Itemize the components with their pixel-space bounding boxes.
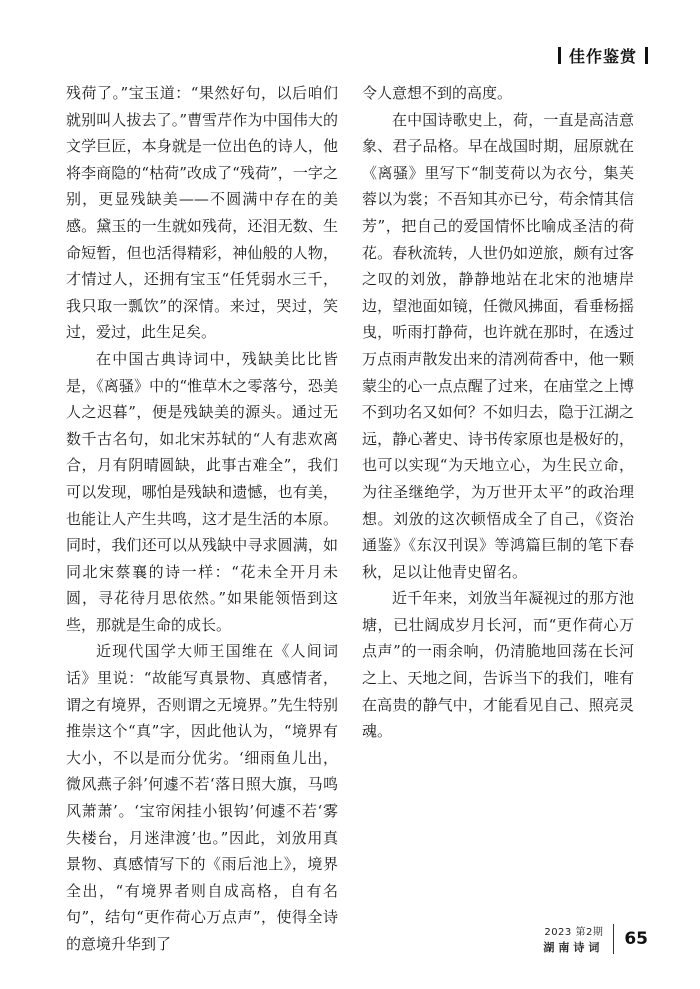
section-title: 佳作鉴赏	[568, 47, 637, 66]
left-column	[66, 80, 338, 958]
section-bar-left	[558, 47, 561, 64]
paragraph: 残荷了。”宝玉道：“果然好句，以后咱们就别叫人拔去了。”曹雪芹作为中国伟大的文学巨匠，本身就是一位出色的诗人，他将李商隐的“枯荷”改成了“残荷”，一字之别，更显残缺美——不圆满中存在的美感。黛玉的一生就如残荷，还泪无数、生命短暂，但也活得精彩，神仙般的人物，才情过人，还拥有宝玉“任凭弱水三千，我只取一瓢饮”的深情。来过，哭过，笑过，爱过，此生足矣。	[66, 84, 338, 342]
paragraph: 近现代国学大师王国维在《人间词话》里说：“故能写真景物、真感情者，谓之有境界，否则谓之无境界。”先生特别推崇这个“真”字，因此他认为，“境界有大小，不以是而分优劣。‘细雨鱼儿出，微风燕子斜’何遽不若‘落日照大旗，马鸣风萧萧’。‘宝帘闲挂小银钩’何遽不若‘雾失楼台，月迷津渡’也。”因此，刘攽用真景物、真感情写下的《雨后池上》，境界全出，“有境界者则自成高格，自有名句”，结句“更作荷心万点声”，使得全诗的意境升华到了	[66, 642, 338, 953]
magazine-name: 湖南诗词	[543, 941, 604, 954]
paragraph: 在中国诗歌史上，荷，一直是高洁意象、君子品格。早在战国时期，屈原就在《离骚》里写下“制芰荷以为衣兮，集芙蓉以为裳；不吾知其亦已兮，苟余情其信芳”，把自己的爱国情怀比喻成圣洁的荷花。春秋流转，人世仍如逆旅，颇有过客之叹的刘攽，静静地站在北宋的池塘岸边，望池面如镜，任微风拂面，看垂杨摇曳，听雨打静荷，也许就在那时，在透过万点雨声散发出来的清冽荷香中，他一颗蒙尘的心一点点醒了过来，在庙堂之上博不到功名又如何？不如归去，隐于江湖之远，静心著史、诗书传家原也是极好的，也可以实现“为天地立心，为生民立命，为往圣继绝学，为万世开太平”的政治理想。刘攽的这次顿悟成全了自己，《资治通鉴》《东汉刊误》等鸿篇巨制的笔下春秋，足以让他青史留名。	[362, 110, 634, 581]
right-column	[362, 80, 634, 745]
paragraph: 近千年来，刘攽当年凝视过的那方池塘，已壮阔成岁月长河，而“更作荷心万点声”的一雨余响，仍清脆地回荡在长河之上、天地之间，告诉当下的我们，唯有在高贵的静气中，才能看见自己、照亮灵魂。	[362, 589, 634, 741]
issue-info	[543, 923, 603, 955]
issue-number: 2023 第2期	[544, 927, 604, 938]
section-bar-right	[645, 47, 648, 64]
page-number: 65	[624, 929, 648, 949]
paragraph: 令人意想不到的高度。	[362, 84, 513, 102]
section-header	[558, 44, 648, 67]
footer-divider	[613, 924, 614, 954]
paragraph: 在中国古典诗词中，残缺美比比皆是，《离骚》中的“惟草木之零落兮，恐美人之迟暮”，便是残缺美的源头。通过无数千古名句，如北宋苏轼的“人有悲欢离合，月有阴晴圆缺，此事古难全”，我们可以发现，哪怕是残缺和遗憾，也有美，也能让人产生共鸣，这才是生活的本原。同时，我们还可以从残缺中寻求圆满，如同北宋蔡襄的诗一样：“花未全开月未圆，寻花待月思依然。”如果能领悟到这些，那就是生命的成长。	[66, 349, 338, 634]
page-footer	[543, 923, 648, 955]
